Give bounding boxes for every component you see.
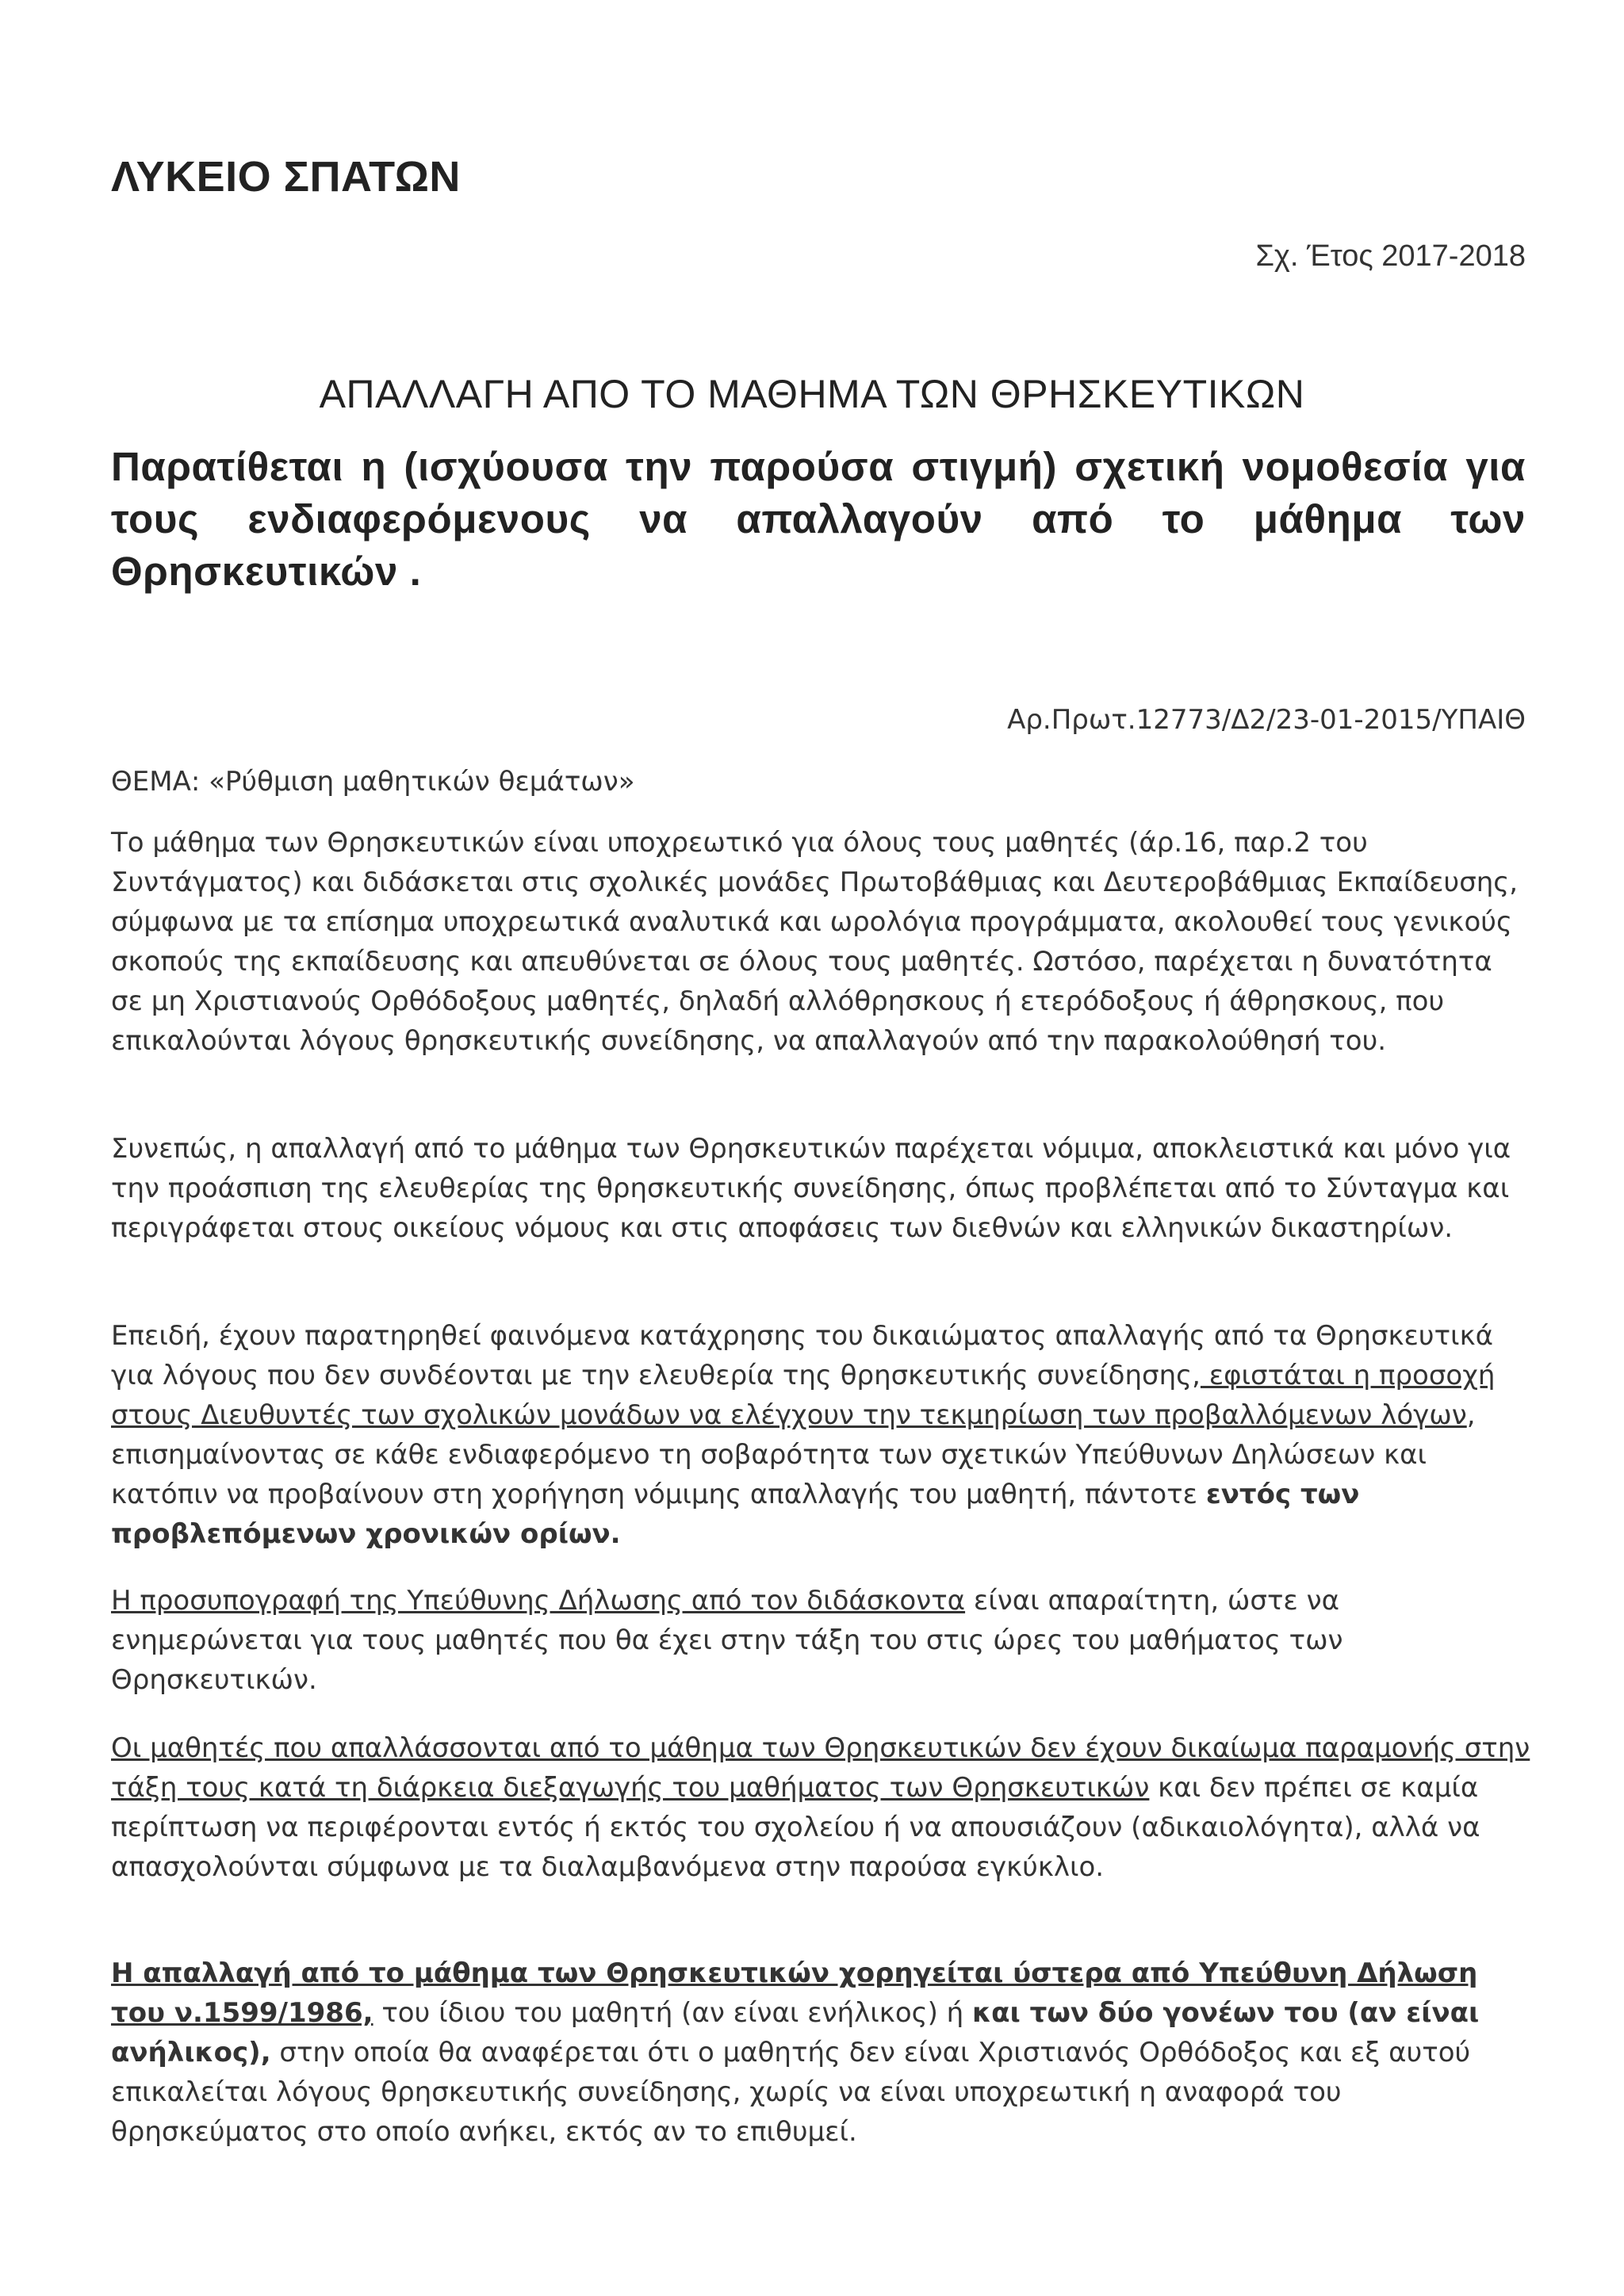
document-title: ΑΠΑΛΛΑΓΗ ΑΠΟ ΤΟ ΜΑΘΗΜΑ ΤΩΝ ΘΡΗΣΚΕΥΤΙΚΩΝ [319, 372, 1305, 416]
paragraph-3-text-b: , επισημαίνοντας σε κάθε ενδιαφερόμενο τη σοβαρότητα των σχετικών Υπεύθυνων Δηλώσεων και κατόπιν να προβαίνουν στη χορήγηση νόμιμης απαλλαγής του μαθητή, πάντοτε [111, 1399, 1476, 1510]
paragraph-6-text-b: στην οποία θα αναφέρεται ότι ο μαθητής δεν είναι Χριστιανός Ορθόδοξος και εξ αυτού επικαλείται λόγους θρησκευτικής συνείδησης, χωρίς να είναι υποχρεωτική η αναφορά του θρησκεύματος στο οποίο ανήκει, εκτός αν το επιθυμεί. [111, 2037, 1471, 2148]
paragraph-6-bold: και των δύο γονέων του (αν είναι ανήλικος), [111, 1997, 1480, 2068]
paragraph-5-underlined: Οι μαθητές που απαλλάσσονται από το μάθημα των Θρησκευτικών δεν έχουν δικαίωμα παραμονής στην τάξη τους κατά τη διάρκεια διεξαγωγής του μαθήματος των Θρησκευτικών [111, 1732, 1530, 1804]
paragraph-5 [111, 1728, 1530, 1887]
school-name: ΛΥΚΕΙΟ ΣΠΑΤΩΝ [111, 153, 461, 201]
paragraph-3-text-a: Επειδή, έχουν παρατηρηθεί φαινόμενα κατάχρησης του δικαιώματος απαλλαγής από τα Θρησκευτικά για λόγους που δεν συνδέονται με την ελευθερία της θρησκευτικής συνείδησης, [111, 1320, 1494, 1391]
paragraph-1: Το μάθημα των Θρησκευτικών είναι υποχρεωτικό για όλους τους μαθητές (άρ.16, παρ.2 του Συντάγματος) και διδάσκεται στις σχολικές μονάδες Πρωτοβάθμιας και Δευτεροβάθμιας Εκπαίδευσης, σύμφωνα με τα επίσημα υποχρεωτικά αναλυτικά και ωρολόγια προγράμματα, ακολουθεί τους γενικούς σκοπούς της εκπαίδευσης και απευθύνεται σε όλους τους μαθητές. Ωστόσο, παρέχεται η δυνατότητα σε μη Χριστιανούς Ορθόδοξους μαθητές, δηλαδή αλλόθρησκους ή ετερόδοξους ή άθρησκους, που επικαλούνται λόγους θρησκευτικής συνείδησης, να απαλλαγούν από την παρακολούθησή του. [111, 827, 1519, 1057]
paragraph-3-underlined: εφιστάται η προσοχή στους Διευθυντές των σχολικών μονάδων να ελέγχουν την τεκμηρίωση των προβαλλόμενων λόγων [111, 1360, 1496, 1431]
paragraph-3-bold: εντός των προβλεπόμενων χρονικών ορίων. [111, 1479, 1360, 1550]
paragraph-6 [111, 1954, 1530, 2152]
paragraph-4-text: είναι απαραίτητη, ώστε να ενημερώνεται για τους μαθητές που θα έχει στην τάξη του στις ώρες του μαθήματος των Θρησκευτικών. [111, 1585, 1343, 1696]
protocol-number: Αρ.Πρωτ.12773/Δ2/23-01-2015/ΥΠΑΙΘ [1007, 704, 1526, 736]
paragraph-5-text: και δεν πρέπει σε καμία περίπτωση να περιφέρονται εντός ή εκτός του σχολείου ή να απουσιάζουν (αδικαιολόγητα), αλλά να απασχολούνται σύμφωνα με τα διαλαμβανόμενα στην παρούσα εγκύκλιο. [111, 1772, 1480, 1883]
school-year: Σχ. Έτος 2017-2018 [1255, 239, 1526, 273]
paragraph-4-underlined: Η προσυπογραφή της Υπεύθυνης Δήλωσης από τον διδάσκοντα [111, 1585, 966, 1617]
subject-line: ΘΕΜΑ: «Ρύθμιση μαθητικών θεμάτων» [111, 766, 635, 798]
paragraph-4 [111, 1581, 1530, 1700]
paragraph-3 [111, 1316, 1530, 1554]
paragraph-6-text-a: του ίδιου του μαθητή (αν είναι ενήλικος) ή [373, 1997, 973, 2029]
paragraph-6-bold-underlined: Η απαλλαγή από το μάθημα των Θρησκευτικών χορηγείται ύστερα από Υπεύθυνη Δήλωση του ν.1599/1986, [111, 1957, 1478, 2029]
intro-text: Παρατίθεται η (ισχύουσα την παρούσα στιγμή) σχετική νομοθεσία για τους ενδιαφερόμενους να απαλλαγούν από το μάθημα των Θρησκευτικών . [111, 444, 1526, 594]
paragraph-2: Συνεπώς, η απαλλαγή από το μάθημα των Θρησκευτικών παρέχεται νόμιμα, αποκλειστικά και μόνο για την προάσπιση της ελευθερίας της θρησκευτικής συνείδησης, όπως προβλέπεται από το Σύνταγμα και περιγράφεται στους οικείους νόμους και στις αποφάσεις των διεθνών και ελληνικών δικαστηρίων. [111, 1133, 1511, 1244]
